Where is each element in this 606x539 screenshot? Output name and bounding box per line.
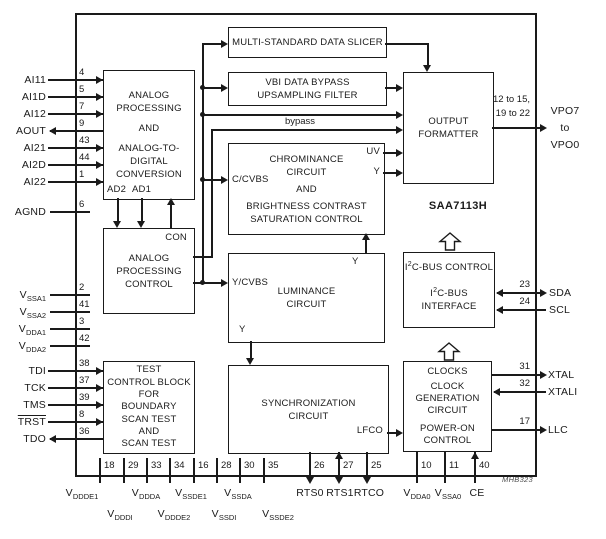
pin-label-ai1d: AI1D: [21, 91, 46, 103]
arrowhead: [396, 149, 403, 157]
pin-number: 25: [371, 460, 382, 471]
arrowhead: [396, 126, 403, 134]
pin-wire: [50, 211, 90, 213]
arrowhead: [221, 279, 228, 287]
port-label-uv: UV: [366, 146, 380, 157]
pin-wire: [48, 113, 103, 115]
arrowhead: [113, 221, 121, 228]
pin-wire: [492, 374, 540, 376]
pin-label-xtal: XTAL: [548, 369, 575, 381]
block-text: CONTROL BLOCK: [107, 376, 191, 388]
arrowhead: [396, 169, 403, 177]
pin-number: 3: [79, 316, 85, 327]
pin-number: 8: [79, 409, 85, 420]
block-text: SCAN TEST: [121, 413, 177, 425]
pin-label-scl: SCL: [549, 304, 571, 316]
pin-wire: [48, 96, 103, 98]
pin-label-ai12: AI12: [23, 108, 46, 120]
pin-wire: [239, 458, 241, 483]
pin-number: 24: [519, 296, 530, 307]
arrowhead: [221, 40, 228, 48]
pin-label-sda: SDA: [549, 287, 572, 299]
arrowhead: [306, 477, 314, 484]
block-text: ANALOG: [128, 252, 170, 264]
pin-label-xtali: XTALI: [548, 386, 578, 398]
pin-number: 17: [519, 416, 530, 427]
pin-number: 30: [244, 460, 255, 471]
port-label-y-top: Y: [352, 256, 359, 267]
pin-label-vpo7: VPO7: [550, 105, 580, 117]
block-test-control: [103, 361, 195, 454]
port-label-y-out: Y: [373, 166, 380, 177]
arrowhead: [540, 371, 547, 379]
arrowhead: [335, 477, 343, 484]
arrowhead: [363, 477, 371, 484]
pin-number: 5: [79, 84, 85, 95]
pin-number: 9: [79, 118, 85, 129]
wire: [365, 240, 367, 253]
block-clock-generation: [403, 361, 492, 452]
arrowhead: [96, 76, 103, 84]
part-number: SAA7113H: [428, 200, 488, 212]
pin-wire: [263, 458, 265, 483]
pin-wire: [216, 458, 218, 483]
pin-number: 11: [449, 460, 459, 471]
pin-wire: [50, 311, 90, 313]
pin-wire: [50, 130, 103, 132]
block-text: BOUNDARY: [121, 401, 177, 413]
block-text: BRIGHTNESS CONTRAST: [246, 200, 367, 212]
pin-wire: [146, 458, 148, 483]
wire: [385, 43, 429, 45]
pin-label-ce: CE: [469, 487, 485, 499]
arrowhead: [96, 401, 103, 409]
wire: [141, 198, 143, 222]
block-i2c-interface: [403, 252, 495, 328]
pin-label-tms: TMS: [23, 399, 46, 411]
arrowhead: [96, 93, 103, 101]
pin-number: 26: [314, 460, 325, 471]
block-text: GENERATION: [415, 393, 480, 404]
pin-label-ai2d: AI2D: [21, 159, 46, 171]
pin-number: 27: [343, 460, 354, 471]
arrowhead: [221, 84, 228, 92]
junction-dot: [200, 112, 205, 117]
wire: [202, 114, 399, 116]
block-text: AND: [296, 183, 317, 195]
block-analog-adc: [103, 70, 195, 200]
block-text: CONVERSION: [116, 169, 182, 180]
block-luminance: [228, 253, 385, 343]
block-text: PROCESSING: [116, 103, 182, 114]
block-text: $I^2C$-BUS CONTROL: [404, 261, 494, 274]
pin-number: 2: [79, 282, 85, 293]
block-text: LUMINANCE: [277, 286, 336, 297]
pin-wire: [50, 438, 103, 440]
wire: [211, 129, 213, 258]
arrowhead: [396, 111, 403, 119]
pin-wire: [48, 387, 103, 389]
block-text: TEST: [136, 364, 162, 376]
pin-label-vdda1: $V_{DDA1}$: [18, 323, 46, 338]
block-text: SYNCHRONIZATION: [261, 397, 356, 409]
pin-number: 43: [79, 135, 90, 146]
arrowhead: [246, 358, 254, 365]
pin-label-vdddi: $V_{DDDI}$: [107, 508, 133, 523]
block-text: $I^2C$-BUS: [430, 287, 468, 300]
block-output-formatter: [403, 72, 494, 184]
arrowhead: [335, 452, 343, 459]
pin-number: 42: [79, 333, 90, 344]
arrowhead: [96, 144, 103, 152]
pin-wire: [123, 458, 125, 483]
pin-label-vdda0: $V_{DDA0}$: [403, 487, 431, 502]
pin-label-rtco: RTCO: [353, 487, 385, 499]
port-label-c-cvbs: C/CVBS: [232, 174, 269, 185]
pin-wire: [48, 79, 103, 81]
arrowhead: [49, 127, 56, 135]
port-label-ad1: AD1: [132, 184, 152, 195]
block-data-slicer: [228, 27, 387, 58]
pin-number: 33: [151, 460, 162, 471]
pin-wire: [99, 458, 101, 483]
block-text: VBI DATA BYPASS: [265, 77, 350, 88]
pin-wire: [497, 292, 541, 294]
pin-number: 44: [79, 152, 90, 163]
pin-wire: [494, 391, 546, 393]
pin-number: 16: [198, 460, 209, 471]
block-synchronization: [228, 365, 389, 454]
arrowhead: [396, 84, 403, 92]
block-text: CONTROL: [125, 278, 173, 290]
arrowhead: [96, 418, 103, 426]
block-text: SCAN TEST: [121, 438, 177, 450]
block-text: SATURATION CONTROL: [250, 213, 363, 225]
pin-label-vssa0: $V_{SSA0}$: [434, 487, 462, 502]
pin-wire: [50, 345, 90, 347]
wire: [211, 129, 399, 131]
arrowhead: [96, 161, 103, 169]
block-text: OUTPUT: [428, 116, 469, 127]
block-text: MULTI-STANDARD DATA SLICER: [232, 37, 383, 48]
block-text: ANALOG-TO-: [118, 143, 180, 154]
pin-wire: [50, 294, 90, 296]
pin-wire: [492, 429, 540, 431]
pin-label-vssdi: $V_{SSDI}$: [211, 508, 237, 523]
block-vbi-upsampling-filter: [228, 72, 387, 106]
port-label-y-bottom: Y: [239, 324, 246, 335]
block-text: UPSAMPLING FILTER: [257, 90, 358, 101]
pin-label-agnd: AGND: [14, 206, 46, 218]
pin-wire: [48, 404, 103, 406]
block-text: AND: [138, 123, 160, 134]
pin-numbers-vpo: 19 to 22: [495, 108, 530, 119]
wire: [250, 341, 252, 359]
pin-number: 39: [79, 392, 90, 403]
block-text: CIRCUIT: [286, 166, 327, 178]
pin-number: 36: [79, 426, 90, 437]
wire: [427, 43, 429, 66]
pin-number: 6: [79, 199, 85, 210]
pin-number: 1: [79, 169, 85, 180]
arrowhead: [471, 452, 479, 459]
pin-number: 34: [174, 460, 185, 471]
block-text: POWER-ON: [420, 423, 475, 434]
pin-label-vpo-to: to: [560, 122, 570, 134]
block-text: FOR: [138, 389, 160, 401]
port-label-ad2: AD2: [107, 184, 127, 195]
wire-data-bus: [202, 43, 204, 283]
arrowhead: [167, 198, 175, 205]
pin-label-vssde2: $V_{SSDE2}$: [262, 508, 294, 523]
block-text: CONTROL: [423, 435, 472, 446]
pin-label-vssde1: $V_{SSDE1}$: [175, 487, 207, 502]
pin-wire: [309, 452, 311, 478]
pin-number: 40: [479, 460, 490, 471]
junction-dot: [200, 85, 205, 90]
block-text: ANALOG: [128, 90, 170, 101]
arrowhead: [540, 289, 547, 297]
pin-wire: [50, 328, 90, 330]
port-label-lfco: LFCO: [356, 425, 383, 436]
pin-label-vssa2: $V_{SSA2}$: [19, 306, 46, 321]
pin-wire: [366, 452, 368, 478]
pin-number: 35: [268, 460, 279, 471]
pin-numbers-vpo: 12 to 15,: [493, 94, 530, 105]
pin-label-tdi: TDI: [28, 365, 46, 377]
pin-label-tdo: TDO: [23, 433, 46, 445]
arrowhead: [96, 367, 103, 375]
pin-number: 4: [79, 67, 85, 78]
arrowhead: [137, 221, 145, 228]
pin-label-vddde2: $V_{DDDE2}$: [157, 508, 191, 523]
block-text: CIRCUIT: [288, 410, 329, 422]
arrowhead: [49, 435, 56, 443]
block-text: CLOCK: [430, 381, 465, 392]
clocks-control-up-arrow-icon: [437, 342, 461, 361]
pin-label-vssda: $V_{SSDA}$: [224, 487, 252, 502]
pin-label-llc: LLC: [548, 424, 568, 436]
pin-label-tck: TCK: [24, 382, 46, 394]
pin-label-vddda: $V_{DDDA}$: [131, 487, 161, 502]
pin-number: 28: [221, 460, 232, 471]
arrowhead: [221, 176, 228, 184]
pin-wire: [416, 452, 418, 483]
arrowhead: [96, 384, 103, 392]
pin-wire: [48, 370, 103, 372]
pin-wire: [444, 452, 446, 483]
pin-wire: [48, 181, 103, 183]
arrowhead: [493, 388, 500, 396]
pin-label-aout: AOUT: [16, 125, 46, 137]
block-text: FORMATTER: [418, 129, 479, 140]
pin-number: 18: [104, 460, 115, 471]
pin-number: 38: [79, 358, 90, 369]
wire: [170, 203, 172, 228]
block-text: PROCESSING: [116, 265, 182, 277]
pin-label-rts0: RTS0: [296, 487, 324, 499]
pin-label-vpo0: VPO0: [550, 139, 580, 151]
pin-label-vddde1: $V_{DDDE1}$: [65, 487, 99, 502]
block-text: CIRCUIT: [427, 405, 468, 416]
pin-wire: [48, 147, 103, 149]
arrowhead: [396, 429, 403, 437]
arrowhead: [362, 233, 370, 240]
block-text: AND: [138, 425, 160, 437]
pin-label-vdda2: $V_{DDA2}$: [18, 340, 46, 355]
arrowhead: [96, 110, 103, 118]
junction-dot: [200, 177, 205, 182]
pin-number: 29: [128, 460, 139, 471]
pin-number: 7: [79, 101, 85, 112]
pin-label-ai22: AI22: [23, 176, 46, 188]
pin-wire: [48, 421, 103, 423]
pin-wire: [169, 458, 171, 483]
pin-number: 41: [79, 299, 90, 310]
pin-label-ai11: AI11: [24, 74, 46, 86]
pin-number: 31: [519, 361, 530, 372]
arrowhead: [496, 306, 503, 314]
pin-label-ai21: AI21: [23, 142, 46, 154]
pin-number: 23: [519, 279, 530, 290]
block-text: INTERFACE: [421, 301, 477, 313]
pin-number: 37: [79, 375, 90, 386]
net-label-bypass: bypass: [284, 116, 316, 127]
pin-wire: [497, 309, 546, 311]
arrowhead: [423, 65, 431, 72]
port-label-y-cvbs: Y/CVBS: [232, 277, 269, 288]
port-label-con: CON: [165, 232, 187, 243]
pin-label-vssa1: $V_{SSA1}$: [19, 289, 46, 304]
wire: [193, 282, 224, 284]
arrowhead: [96, 178, 103, 186]
pin-wire: [492, 127, 540, 129]
pin-number: 10: [421, 460, 432, 471]
arrowhead: [540, 426, 547, 434]
pin-label-rts1: RTS1: [326, 487, 354, 499]
pin-label-trst: TRST: [17, 416, 46, 428]
block-text: CLOCKS: [427, 366, 468, 377]
wire: [117, 198, 119, 222]
block-text: DIGITAL: [130, 156, 168, 167]
i2c-control-up-arrow-icon: [438, 232, 462, 251]
block-text: CHROMINANCE: [269, 153, 344, 165]
pin-wire: [193, 458, 195, 483]
pin-number: 32: [519, 378, 530, 389]
pin-wire: [48, 164, 103, 166]
drawing-code: MHB323: [502, 475, 533, 484]
block-text: CIRCUIT: [286, 299, 327, 310]
